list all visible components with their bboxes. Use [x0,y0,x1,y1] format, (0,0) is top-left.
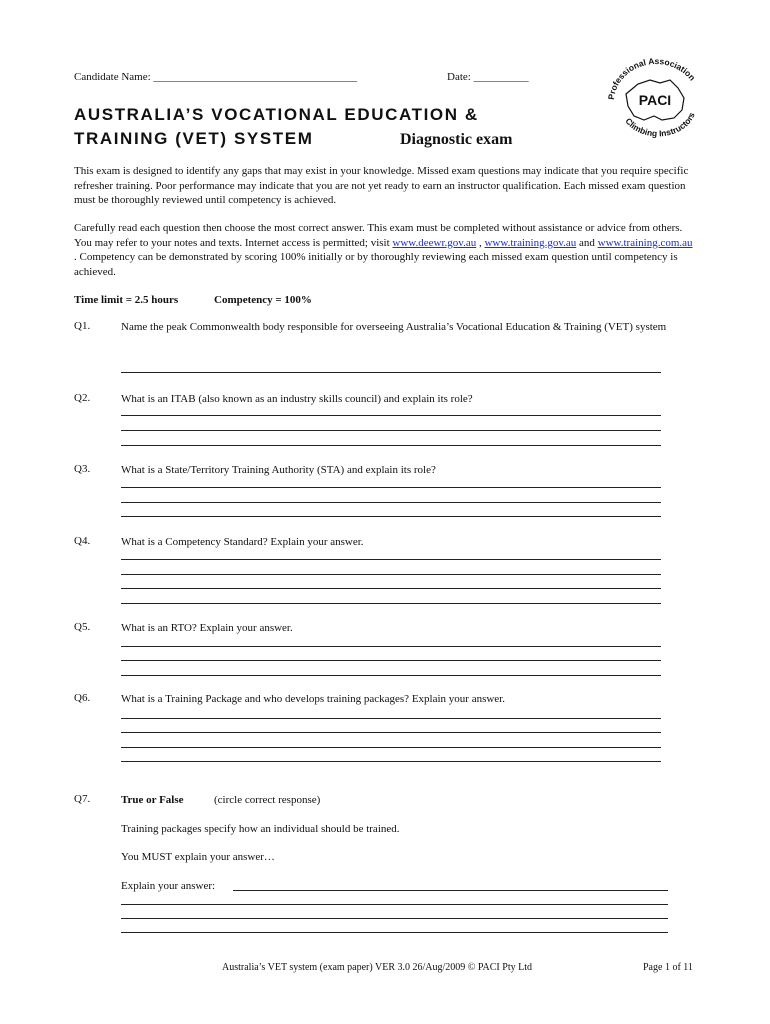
title-line-1: AUSTRALIA’S VOCATIONAL EDUCATION & [74,105,479,124]
link-training-com[interactable]: www.training.com.au [597,236,693,249]
answer-line[interactable] [121,660,661,661]
logo-ring-bottom: Climbing Instructors [623,110,697,139]
question-number: Q7. [74,793,91,805]
answer-line[interactable] [233,890,668,891]
answer-line[interactable] [121,415,661,416]
answer-line[interactable] [121,761,661,762]
page-subtitle: Diagnostic exam [400,131,513,148]
question-number: Q6. [74,692,91,704]
question-text: What is a Competency Standard? Explain your answer. [121,536,364,548]
question-number: Q5. [74,621,91,633]
date-field[interactable]: Date: __________ [447,71,529,83]
answer-line[interactable] [121,502,661,503]
answer-line[interactable] [121,487,661,488]
question-number: Q2. [74,392,91,404]
intro-text-a: Carefully read each question then choose the most correct answer. This exam must be completed without assistance or advice from others. You may refer to your notes and texts. Internet access is permitted; visit [74,222,683,249]
candidate-name-field[interactable]: Candidate Name: _____________________________________ [74,71,357,83]
answer-line[interactable] [121,732,661,733]
q7-instruction: (circle correct response) [214,794,321,806]
footer-document-info: Australia’s VET system (exam paper) VER 3.0 26/Aug/2009 © PACI Pty Ltd [222,962,532,973]
answer-line[interactable] [121,932,668,933]
q7-must-explain: You MUST explain your answer… [121,851,275,863]
question-text: What is an RTO? Explain your answer. [121,622,293,634]
link-training-gov[interactable]: www.training.gov.au [484,236,577,249]
answer-line[interactable] [121,588,661,589]
q7-explain-label: Explain your answer: [121,880,216,892]
intro-text-c: and [576,236,598,249]
answer-line[interactable] [121,516,661,517]
answer-line[interactable] [121,918,668,919]
answer-line[interactable] [121,372,661,373]
intro-text-b: , [476,236,482,249]
answer-line[interactable] [121,603,661,604]
q7-statement: Training packages specify how an individual should be trained. [121,823,400,835]
competency-requirement: Competency = 100% [214,294,312,306]
question-text: What is an ITAB (also known as an industry skills council) and explain its role? [121,393,473,405]
logo-paci-text: PACI [638,92,672,108]
true-or-false-label: True or False [121,794,184,806]
time-limit: Time limit = 2.5 hours [74,294,179,306]
answer-line[interactable] [121,430,661,431]
question-number: Q1. [74,320,91,332]
intro-paragraph-2 [74,221,694,279]
question-text: What is a Training Package and who develops training packages? Explain your answer. [121,693,505,705]
question-number: Q3. [74,463,91,475]
question-text: Name the peak Commonwealth body responsible for overseeing Australia’s Vocational Education & Training (VET) system [121,321,667,333]
footer-page-number: Page 1 of 11 [643,962,693,973]
question-text: What is a State/Territory Training Authority (STA) and explain its role? [121,464,436,476]
answer-line[interactable] [121,675,661,676]
answer-line[interactable] [121,718,661,719]
logo-ring-top: Professional Association [606,58,698,101]
question-number: Q4. [74,535,91,547]
title-line-2: TRAINING (VET) SYSTEM [74,129,314,148]
answer-line[interactable] [121,445,661,446]
link-deewr[interactable]: www.deewr.gov.au [392,236,477,249]
answer-line[interactable] [121,574,661,575]
intro-text-d: . Competency can be demonstrated by scoring 100% initially or by thoroughly reviewing each missed exam question until competency is achieved. [74,251,678,278]
intro-paragraph-1: This exam is designed to identify any gaps that may exist in your knowledge. Missed exam questions may indicate that you require specific refresher training. Poor performance may indicate that you are not yet ready to earn an instructor qualification. Each missed exam question must be thoroughly reviewed until competency is achieved. [74,165,689,206]
answer-line[interactable] [121,646,661,647]
answer-line[interactable] [121,747,661,748]
answer-line[interactable] [121,559,661,560]
paci-logo-graphic [604,58,704,148]
paci-logo [604,58,704,148]
answer-line[interactable] [121,904,668,905]
